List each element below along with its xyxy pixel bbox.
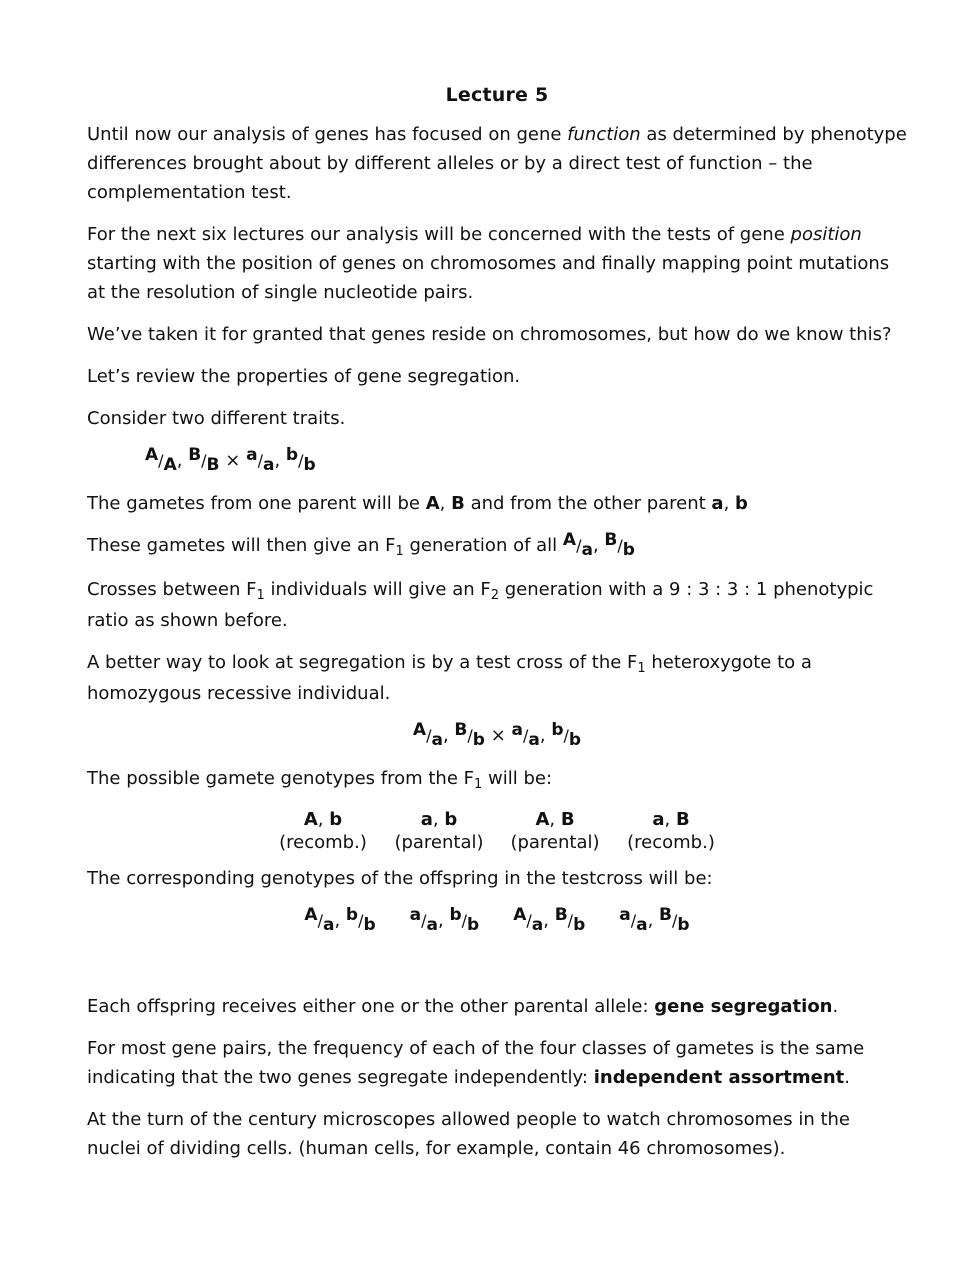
- gametes-paragraph: The gametes from one parent will be A, B and from the other parent a, b: [87, 493, 748, 514]
- offspring-genotypes: [87, 906, 907, 936]
- offspring-paragraph: The corresponding genotypes of the offspring in the testcross will be:: [87, 868, 713, 889]
- position-paragraph: For the next six lectures our analysis will be concerned with the tests of gene position starting with the position of genes on chromosomes and finally mapping point mutations at the resolution of single nucleotide pairs.: [87, 224, 890, 303]
- parental-cross: A/A, B/B × a/a, b/b: [145, 445, 316, 475]
- offspring-item: A/a, b/b: [304, 905, 376, 935]
- chromosome-question: We’ve taken it for granted that genes reside on chromosomes, but how do we know this?: [87, 324, 892, 345]
- f1-paragraph: These gametes will then give an $F_1$ generation of all A/a, B/b: [87, 530, 635, 560]
- genotype-fraction: b/b: [285, 445, 316, 475]
- test-cross: A/a, B/b × a/a, b/b: [412, 720, 582, 750]
- genotype-fraction: B/b: [454, 720, 485, 750]
- offspring-item: a/a, b/b: [409, 905, 480, 935]
- genotype-fraction: b/b: [551, 720, 582, 750]
- cross-symbol: ×: [225, 450, 241, 471]
- genotype-fraction: a/a: [511, 720, 540, 750]
- gamete-item: a, B (recomb.): [627, 809, 715, 853]
- page-title: Lecture 5: [445, 84, 549, 106]
- gamete-item: A, B (parental): [510, 809, 600, 853]
- cross-symbol: ×: [490, 725, 506, 746]
- gamete-list: [87, 808, 907, 854]
- gamete-item: A, b (recomb.): [279, 809, 367, 853]
- review-paragraph: Let’s review the properties of gene segregation.: [87, 366, 521, 387]
- genotype-fraction: A/A: [145, 445, 177, 475]
- genotype-fraction: B/b: [604, 530, 635, 560]
- intro-paragraph: Until now our analysis of genes has focused on gene function as determined by phenotype differences brought about by different alleles or by a direct test of function – the complementation test.: [87, 124, 907, 203]
- segregation-paragraph: Each offspring receives either one or the other parental allele: gene segregation.: [87, 996, 839, 1017]
- genotype-fraction: B/B: [188, 445, 220, 475]
- microscope-paragraph: At the turn of the century microscopes allowed people to watch chromosomes in the nuclei of dividing cells. (human cells, for example, contain 46 chromosomes).: [87, 1109, 850, 1159]
- offspring-item: A/a, B/b: [513, 905, 586, 935]
- assortment-paragraph: For most gene pairs, the frequency of each of the four classes of gametes is the same indicating that the two genes segregate independently: independent assortment.: [87, 1038, 865, 1088]
- offspring-item: a/a, B/b: [619, 905, 690, 935]
- gamete-item: a, b (parental): [394, 809, 484, 853]
- genotype-fraction: A/a: [412, 720, 443, 750]
- genotype-fraction: a/a: [246, 445, 275, 475]
- lecture-page: [87, 84, 907, 1176]
- gamete-genotypes-paragraph: The possible gamete genotypes from the $F_1$ will be:: [87, 768, 553, 792]
- traits-paragraph: Consider two different traits.: [87, 408, 346, 429]
- genotype-fraction: A/a: [562, 530, 593, 560]
- f2-paragraph: Crosses between $F_1$ individuals will give an $F_2$ generation with a 9 : 3 : 3 : 1 phenotypic ratio as shown before.: [87, 579, 874, 631]
- testcross-paragraph: A better way to look at segregation is by a test cross of the $F_1$ heteroxygote to a homozygous recessive individual.: [87, 652, 812, 704]
